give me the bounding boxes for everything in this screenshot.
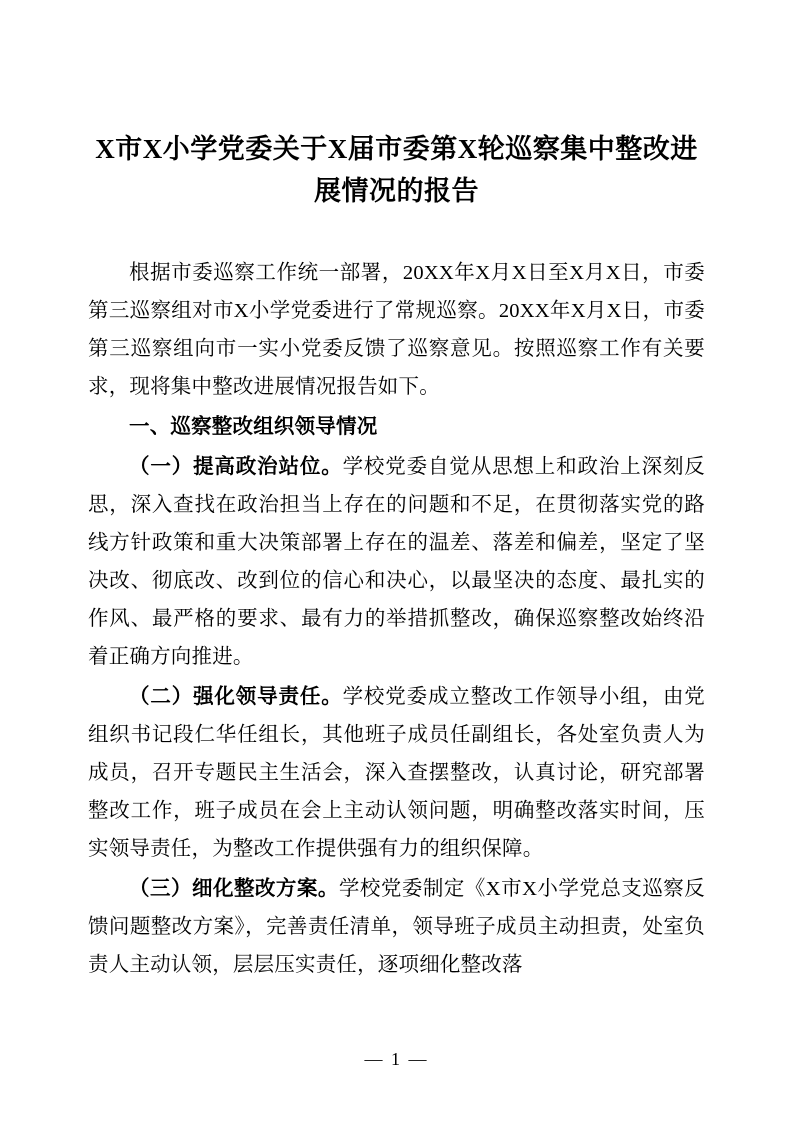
paragraph-item-2 — [88, 678, 705, 868]
paragraph-item-3 — [88, 870, 705, 984]
paragraph-lead: （一）提高政治站位。 — [129, 456, 343, 478]
paragraph-lead: （三）细化整改方案。 — [129, 878, 339, 900]
section-heading-one — [88, 408, 705, 446]
page-number: — 1 — — [364, 1049, 429, 1069]
paragraph-text: 学校党委自觉从思想上和政治上深刻反思，深入查找在政治担当上存在的问题和不足，在贯彻落实党的路线方针政策和重大决策部署上存在的温差、落差和偏差，坚定了坚决改、彻底改、改到位的信心和决心，以最坚决的态度、最扎实的作风、最严格的要求、最有力的举措抓整改，确保巡察整改始终沿着正确方向推进。 — [88, 456, 705, 668]
paragraph-intro — [88, 254, 705, 406]
paragraph-text: 学校党委成立整改工作领导小组，由党组织书记段仁华任组长，其他班子成员任副组长，各处室负责人为成员，召开专题民主生活会，深入查摆整改，认真讨论，研究部署整改工作，班子成员在会上主动认领问题，明确整改落实时间，压实领导责任，为整改工作提供强有力的组织保障。 — [88, 686, 705, 860]
paragraph-item-1 — [88, 448, 705, 676]
paragraph-text: 根据市委巡察工作统一部署，20XX年X月X日至X月X日，市委第三巡察组对市X小学党委进行了常规巡察。20XX年X月X日，市委第三巡察组向市一实小党委反馈了巡察意见。按照巡察工作有关要求，现将集中整改进展情况报告如下。 — [88, 262, 705, 398]
section-heading-text: 一、巡察整改组织领导情况 — [129, 416, 378, 438]
paragraph-lead: （二）强化领导责任。 — [129, 686, 343, 708]
paragraph-text: 学校党委制定《X市X小学党总支巡察反馈问题整改方案》，完善责任清单，领导班子成员主动担责，处室负责人主动认领，层层压实责任，逐项细化整改落 — [88, 878, 705, 976]
page-title: X市X小学党委关于X届市委第X轮巡察集中整改进展情况的报告 — [95, 134, 698, 206]
